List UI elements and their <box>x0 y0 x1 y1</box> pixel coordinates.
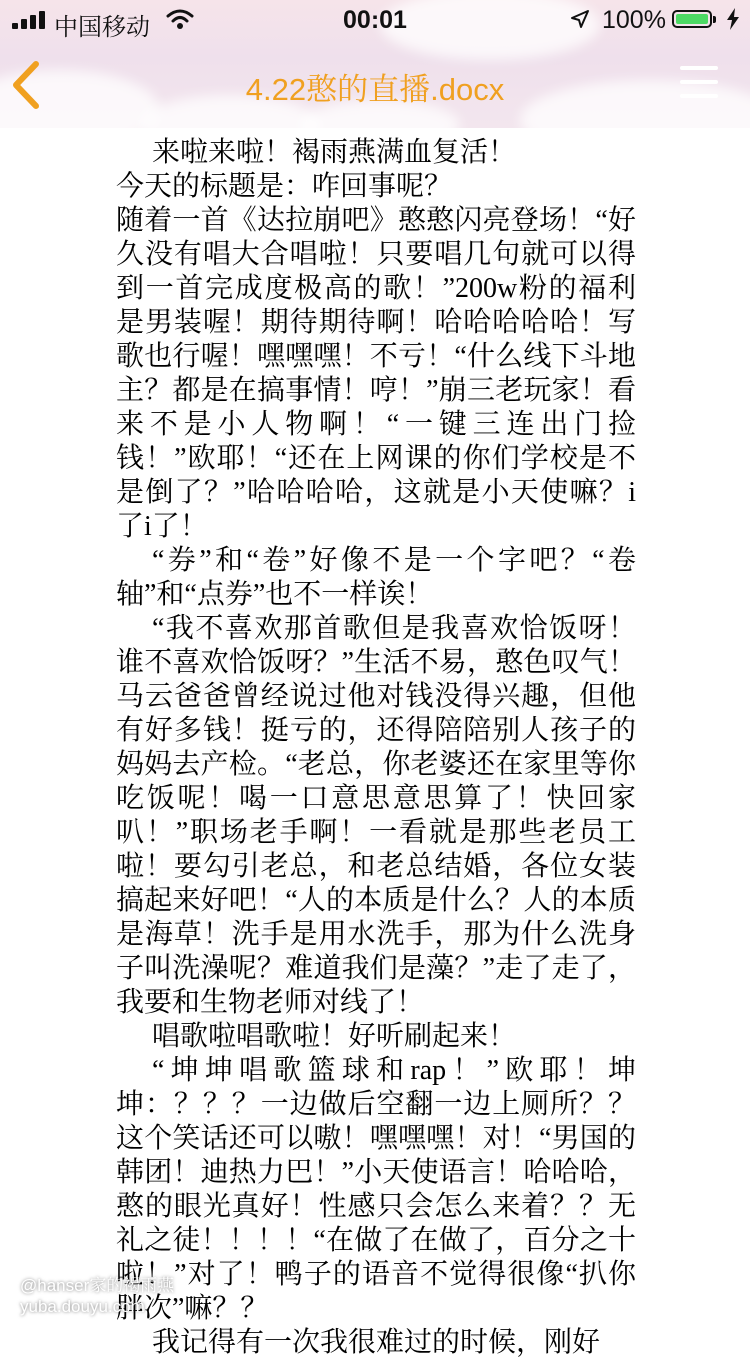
charging-bolt-icon <box>726 8 740 30</box>
status-bar <box>0 0 750 40</box>
battery-percent: 100% <box>602 6 666 34</box>
document-title: 4.22憨的直播.docx <box>245 72 505 107</box>
location-arrow-icon <box>570 9 590 29</box>
document-paragraph: “券”和“卷”好像不是一个字吧？“卷轴”和“点券”也不一样诶！ <box>116 545 636 610</box>
battery-icon <box>672 10 712 28</box>
watermark-line-1: @hanser家的褐雨燕 <box>20 1276 175 1295</box>
document-paragraph: 今天的标题是：咋回事呢？ <box>116 171 453 202</box>
app-header <box>0 0 750 128</box>
battery-tip <box>713 16 716 23</box>
watermark <box>20 1275 174 1317</box>
document-paragraph: 唱歌啦唱歌啦！好听刷起来！ <box>152 1021 517 1052</box>
document-body <box>116 136 636 1360</box>
menu-icon[interactable] <box>680 64 720 100</box>
clock: 00:01 <box>343 6 407 34</box>
document-paragraph: 随着一首《达拉崩吧》憨憨闪亮登场！“好久没有唱大合唱啦！只要唱几句就可以得到一首完成度极高的歌！”200w粉的福利是男装喔！期待期待啊！哈哈哈哈哈！写歌也行喔！嘿嘿嘿！不亏！“什么线下斗地主？都是在搞事情！哼！”崩三老玩家！看来不是小人物啊！“一键三连出门捡钱！”欧耶！“还在上网课的你们学校是不是倒了？”哈哈哈哈，这就是小天使嘛？i了i了！ <box>116 205 636 542</box>
watermark-line-2: yuba.douyu.com <box>20 1297 145 1316</box>
carrier-name: 中国移动 <box>54 14 150 41</box>
document-paragraph: “我不喜欢那首歌但是我喜欢恰饭呀！谁不喜欢恰饭呀？”生活不易，憨色叹气！马云爸爸曾经说过他对钱没得兴趣，但他有好多钱！挺亏的，还得陪陪别人孩子的妈妈去产检。“老总，你老婆还在家里等你吃饭呢！喝一口意思意思算了！快回家叭！”职场老手啊！一看就是那些老员工啦！要勾引老总，和老总结婚，各位女装搞起来好吧！“人的本质是什么？人的本质是海草！洗手是用水洗手，那为什么洗身子叫洗澡呢？难道我们是藻？”走了走了，我要和生物老师对线了！ <box>116 613 636 1018</box>
document-paragraph: “坤坤唱歌篮球和rap！”欧耶！坤坤：？？？一边做后空翻一边上厕所？？这个笑话还可以嗷！嘿嘿嘿！对！“男国的韩团！迪热力巴！”小天使语言！哈哈哈，憨的眼光真好！性感只会怎么来着？？无礼之徒！！！！“在做了在做了，百分之十啦！”对了！鸭子的语音不觉得很像“扒你胖次”嘛？？ <box>116 1055 636 1324</box>
document-paragraph: 来啦来啦！褐雨燕满血复活！ <box>152 137 517 168</box>
document-paragraph: 我记得有一次我很难过的时候，刚好 <box>152 1327 601 1358</box>
